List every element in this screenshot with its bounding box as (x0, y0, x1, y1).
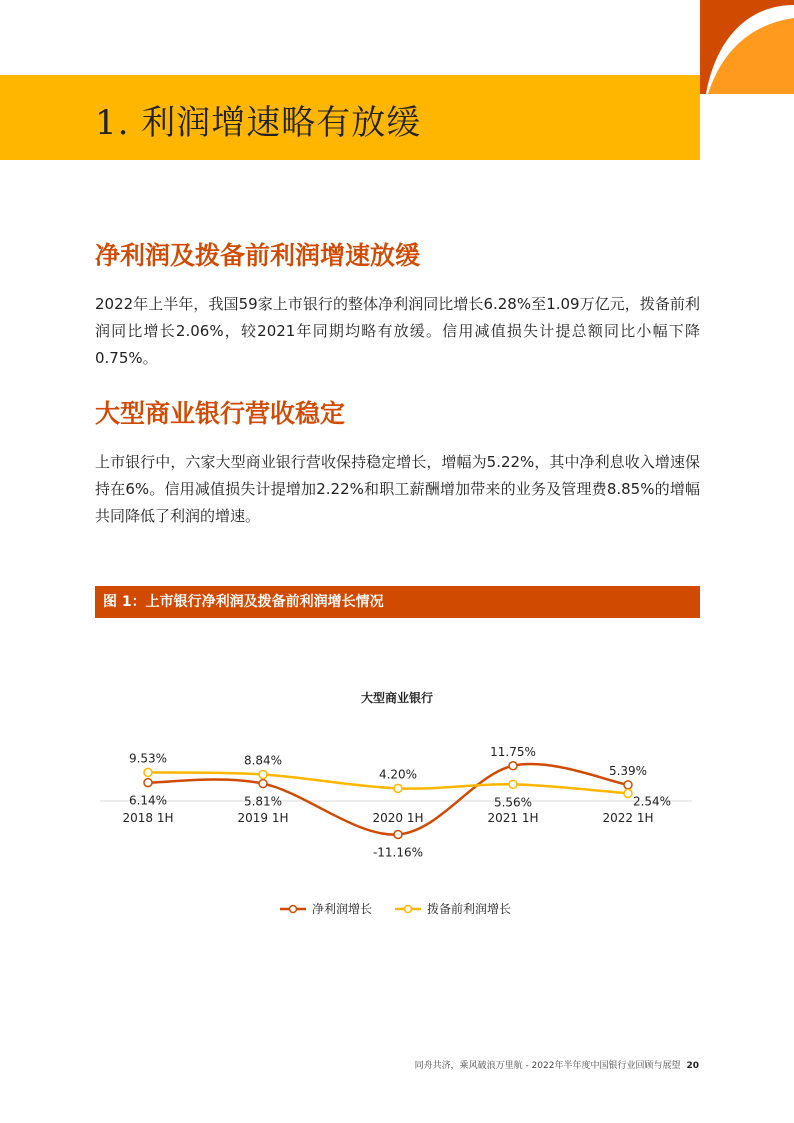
data-label: 5.39% (608, 763, 648, 778)
legend-label: 拨备前利润增长 (427, 902, 512, 916)
footer (415, 1058, 699, 1071)
data-label: -11.16% (372, 845, 424, 860)
data-point (509, 762, 517, 770)
legend-marker (290, 906, 297, 913)
x-tick-label: 2022 1H (602, 811, 654, 825)
data-point (624, 781, 632, 789)
data-point (394, 830, 402, 838)
legend-marker (405, 906, 412, 913)
data-point (259, 780, 267, 788)
x-tick-label: 2020 1H (372, 811, 424, 825)
paragraph-net-profit: 2022年上半年，我国59家上市银行的整体净利润同比增长6.28%至1.09万亿元，拨备前利润同比增长2.06%，较2021年同期均略有放缓。信用减值损失计提总额同比小幅下降0.75%。 (95, 295, 700, 367)
data-point (144, 768, 152, 776)
section-title-band (0, 75, 700, 160)
page-number: 20 (686, 1061, 699, 1071)
footer-text: 同舟共济，乘风破浪万里航 - 2022年半年度中国银行业回顾与展望 (414, 1061, 681, 1071)
heading-net-profit: 净利润及拨备前利润增速放缓 (95, 241, 421, 270)
corner-decoration (700, 0, 794, 94)
data-label: 8.84% (243, 753, 283, 768)
paragraph-large-banks: 上市银行中，六家大型商业银行营收保持稳定增长，增幅为5.22%，其中净利息收入增速保持在6%。信用减值损失计提增加2.22%和职工薪酬增加带来的业务及管理费8.85%的增幅共同降低了利润的增速。 (95, 453, 700, 525)
data-label: 6.14% (128, 793, 168, 808)
data-label: 5.56% (493, 795, 533, 810)
line-chart (95, 680, 700, 930)
figure-title: 图 1：上市银行净利润及拨备前利润增长情况 (95, 586, 700, 618)
legend-label: 净利润增长 (312, 902, 373, 916)
data-point (144, 779, 152, 787)
chart-title: 大型商业银行 (360, 691, 434, 705)
data-point (259, 770, 267, 778)
data-point (394, 784, 402, 792)
x-tick-label: 2018 1H (122, 811, 174, 825)
data-label: 4.20% (378, 767, 418, 782)
heading-large-banks: 大型商业银行营收稳定 (95, 399, 346, 428)
data-point (624, 789, 632, 797)
data-label: 11.75% (490, 744, 536, 759)
data-label: 5.81% (243, 794, 283, 809)
section-title: 1. 利润增速略有放缓 (95, 103, 422, 143)
data-label: 2.54% (632, 794, 672, 809)
data-point (509, 780, 517, 788)
x-tick-label: 2019 1H (237, 811, 289, 825)
x-tick-label: 2021 1H (487, 811, 539, 825)
data-label: 9.53% (128, 751, 168, 766)
